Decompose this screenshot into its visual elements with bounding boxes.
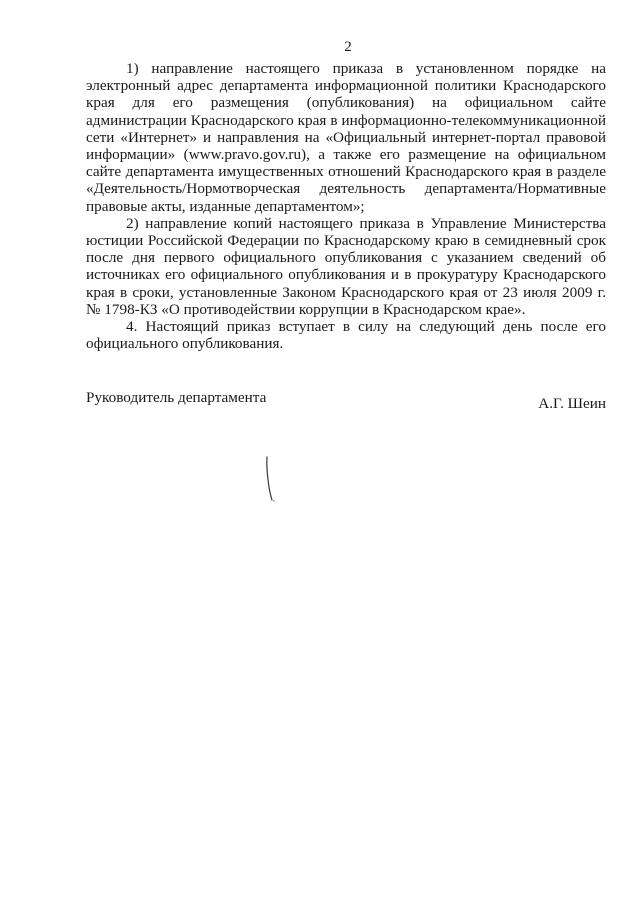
paragraph-effective-date: 4. Настоящий приказ вступает в силу на следующий день после его официального опубликования. — [86, 318, 606, 353]
signature-block — [86, 389, 606, 412]
document-body — [86, 60, 606, 352]
paragraph-publication: 1) направление настоящего приказа в установленном порядке на электронный адрес департамента информационной политики Краснодарского края для его размещения (опубликования) на официальном сайте администрации Краснодарского края в информационно-телекоммуникационной сети «Интернет» и направления на «Официальный интернет-портал правовой информации» (www.pravo.gov.ru), а также его размещение на официальном сайте департамента имущественных отношений Краснодарского края в разделе «Деятельность/Нормотворческая деятельность департамента/Нормативные правовые акты, изданные департаментом»; — [86, 60, 606, 215]
signatory-name: А.Г. Шеин — [538, 395, 606, 412]
signatory-title: Руководитель департамента — [86, 389, 267, 406]
paragraph-ministry-copies: 2) направление копий настоящего приказа в Управление Министерства юстиции Российской Федерации по Краснодарскому краю в семидневный срок после дня первого официального опубликования с указанием сведений об источниках его официального опубликования и в прокуратуру Краснодарского края в сроки, установленные Законом Краснодарского края от 23 июля 2009 г. № 1798-КЗ «О противодействии коррупции в Краснодарском крае». — [86, 214, 606, 318]
page-number: 2 — [344, 39, 352, 55]
signature-stroke — [262, 455, 278, 503]
